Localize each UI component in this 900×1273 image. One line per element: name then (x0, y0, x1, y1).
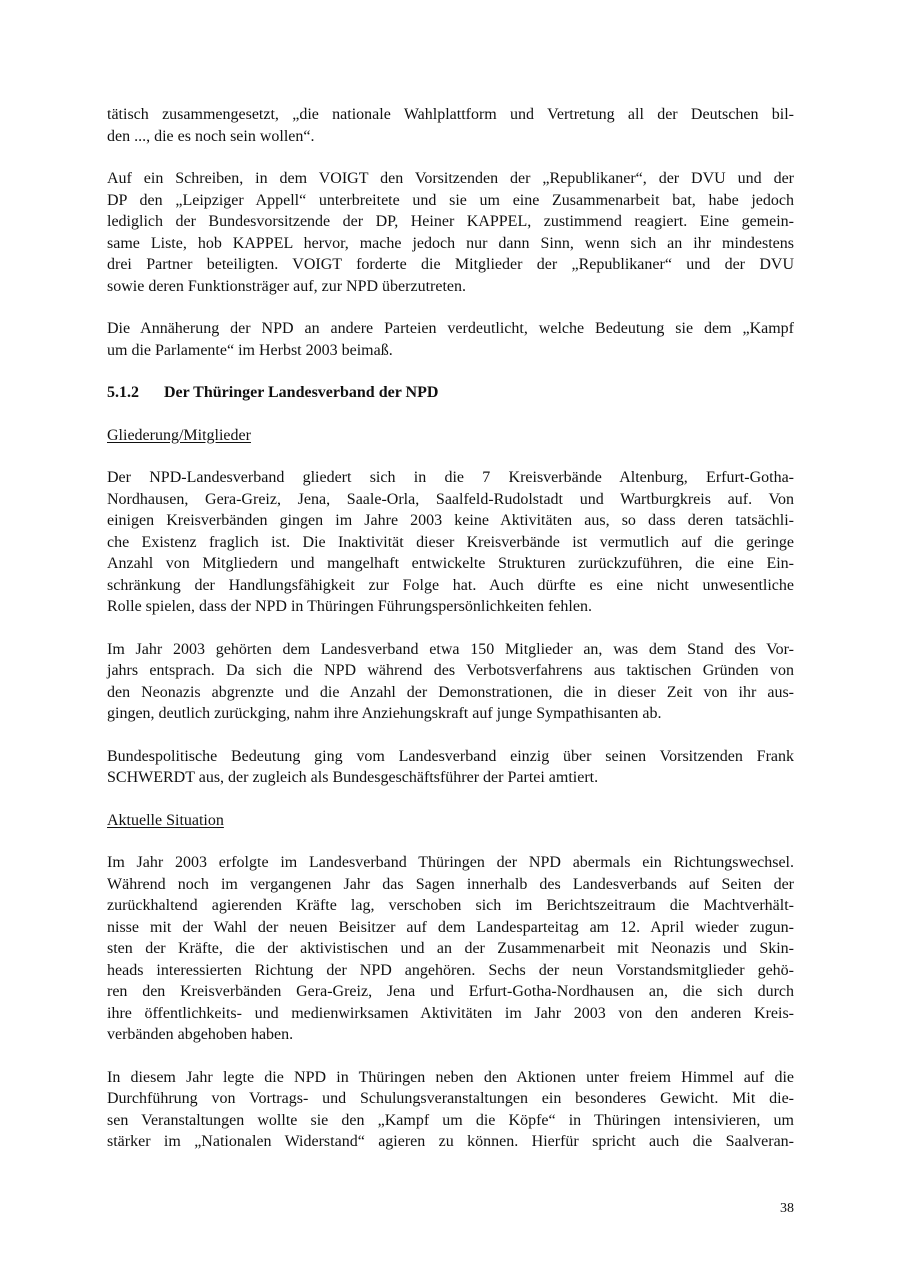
paragraph-6 (107, 746, 794, 789)
text-line: Der NPD-Landesverband gliedert sich in die 7 Kreisverbände Altenburg, Erfurt-Gotha- (107, 469, 794, 486)
text-line: sen Veranstaltungen wollte sie den „Kampf um die Köpfe“ in Thüringen intensivieren, um (107, 1111, 794, 1129)
paragraph-5 (107, 639, 794, 725)
text-line: den Neonazis abgrenzte und die Anzahl der Demonstrationen, die in dieser Zeit von ihr aus- (107, 683, 794, 701)
paragraph-3 (107, 318, 794, 361)
text-line: Im Jahr 2003 gehörten dem Landesverband etwa 150 Mitglieder an, was dem Stand des Vor- (107, 640, 794, 658)
paragraph-1 (107, 104, 794, 147)
text-line: heads interessierten Richtung der NPD angehören. Sechs der neun Vorstandsmitglieder gehö- (107, 961, 794, 979)
text-line: ihre öffentlichkeits- und medienwirksamen Aktivitäten im Jahr 2003 von den anderen Kreis- (107, 1004, 794, 1022)
text-line: zurückhaltend agierenden Kräfte lag, verschoben sich im Berichtszeitraum die Machtverhält- (107, 897, 794, 914)
text-line: sowie deren Funktionsträger auf, zur NPD überzutreten. (107, 277, 466, 295)
text-line: Anzahl von Mitgliedern und mangelhaft entwickelte Strukturen zurückzuführen, die eine Ein- (107, 555, 794, 572)
text-line: einigen Kreisverbänden gingen im Jahre 2003 keine Aktivitäten aus, so dass deren tatsächli- (107, 512, 794, 529)
subheading-membership: Gliederung/Mitglieder (107, 426, 251, 444)
section-heading (107, 382, 794, 404)
text-line: den ..., die es noch sein wollen“. (107, 127, 315, 145)
text-line: sten der Kräfte, die der aktivistischen und an der Zusammenarbeit mit Neonazis und Skin- (107, 940, 794, 957)
page-number: 38 (780, 1201, 794, 1216)
text-line: Durchführung von Vortrags- und Schulungsveranstaltungen ein besonderes Gewicht. Mit die- (107, 1090, 794, 1107)
text-line: Auf ein Schreiben, in dem VOIGT den Vorsitzenden der „Republikaner“, der DVU und der (107, 170, 794, 187)
paragraph-8 (107, 1067, 794, 1153)
text-line: Rolle spielen, dass der NPD in Thüringen Führungspersönlichkeiten fehlen. (107, 598, 592, 615)
document-page (107, 104, 794, 1153)
subheading-current-situation: Aktuelle Situation (107, 811, 224, 829)
text-line: lediglich der Bundesvorsitzende der DP, Heiner KAPPEL, zustimmend reagiert. Eine gemein- (107, 213, 794, 230)
text-line: Bundespolitische Bedeutung ging vom Landesverband einzig über seinen Vorsitzenden Frank (107, 747, 794, 765)
text-line: ren den Kreisverbänden Gera-Greiz, Jena und Erfurt-Gotha-Nordhausen an, die sich durch (107, 983, 794, 1000)
text-line: stärker im „Nationalen Widerstand“ agieren zu können. Hierfür spricht auch die Saalveran- (107, 1133, 794, 1150)
section-title: Der Thüringer Landesverband der NPD (164, 384, 439, 401)
text-line: um die Parlamente“ im Herbst 2003 beimaß. (107, 341, 393, 359)
paragraph-7 (107, 852, 794, 1046)
text-line: Im Jahr 2003 erfolgte im Landesverband Thüringen der NPD abermals ein Richtungswechsel. (107, 854, 794, 871)
text-line: DP den „Leipziger Appell“ unterbreitete und sie um eine Zusammenarbeit bat, habe jedoch (107, 191, 794, 209)
section-number: 5.1.2 (107, 384, 139, 401)
paragraph-4 (107, 467, 794, 618)
text-line: schränkung der Handlungsfähigkeit zur Folge hat. Auch dürfte es eine nicht unwesentliche (107, 576, 794, 594)
text-line: jahrs entsprach. Da sich die NPD während des Verbotsverfahrens aus taktischen Gründen von (107, 662, 794, 679)
text-line: gingen, deutlich zurückging, nahm ihre Anziehungskraft auf junge Sympathisanten ab. (107, 705, 662, 722)
text-line: SCHWERDT aus, der zugleich als Bundesgeschäftsführer der Partei amtiert. (107, 769, 599, 786)
text-line: Die Annäherung der NPD an andere Parteien verdeutlicht, welche Bedeutung sie dem „Kampf (107, 320, 794, 337)
text-line: Nordhausen, Gera-Greiz, Jena, Saale-Orla, Saalfeld-Rudolstadt und Wartburgkreis auf. Von (107, 490, 794, 508)
text-line: Während noch im vergangenen Jahr das Sagen innerhalb des Landesverbands auf Seiten der (107, 875, 794, 893)
text-line: verbänden abgehoben haben. (107, 1026, 294, 1043)
text-line: In diesem Jahr legte die NPD in Thüringen neben den Aktionen unter freiem Himmel auf die (107, 1068, 794, 1086)
text-line: che Existenz fraglich ist. Die Inaktivität dieser Kreisverbände ist vermutlich auf die geringe (107, 533, 794, 551)
text-line: same Liste, hob KAPPEL hervor, mache jedoch nur dann Sinn, wenn sich an ihr mindestens (107, 234, 794, 252)
text-line: drei Partner beteiligten. VOIGT forderte die Mitglieder der „Republikaner“ und der DVU (107, 256, 794, 273)
paragraph-2 (107, 168, 794, 297)
text-line: nisse mit der Wahl der neuen Beisitzer auf dem Landesparteitag am 12. April wieder zugun- (107, 918, 794, 936)
text-line: tätisch zusammengesetzt, „die nationale Wahlplattform und Vertretung all der Deutschen bil- (107, 106, 794, 123)
